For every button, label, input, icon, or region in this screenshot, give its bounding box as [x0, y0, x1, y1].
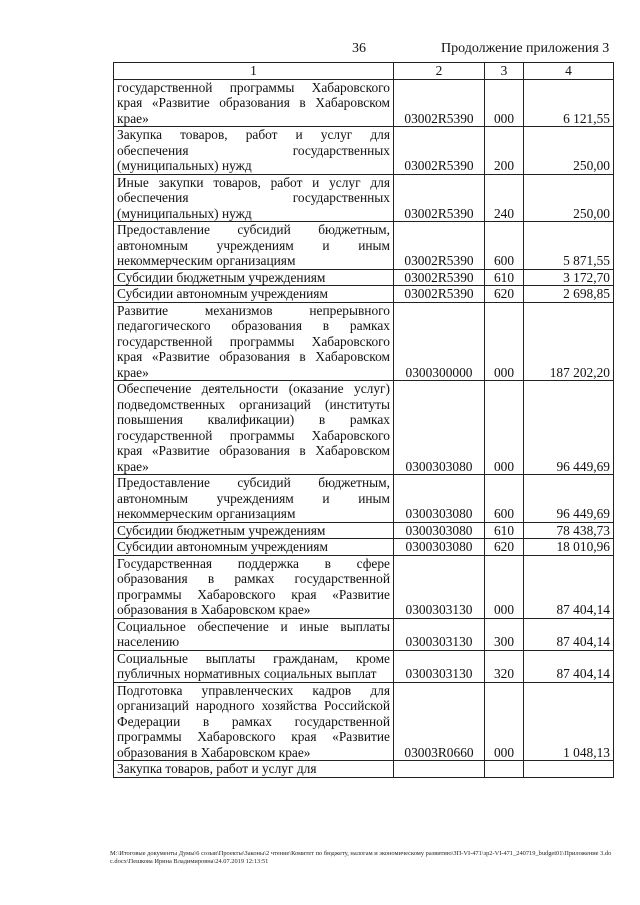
row-expense-type: 000: [485, 682, 524, 761]
row-description: Развитие механизмов непрерывного педагогического образования в рамках государственной программы Хабаровского края «Развитие образования в Хабаровском крае»: [114, 302, 394, 381]
table-row: [114, 127, 614, 175]
row-amount: 6 121,55: [524, 79, 614, 127]
row-target-code: 0300300000: [394, 302, 485, 381]
row-description: Обеспечение деятельности (оказание услуг) подведомственных организаций (институты повышения квалификации) в рамках государственной программы Хабаровского края «Развитие образования в Хабаровском крае»: [114, 381, 394, 475]
row-target-code: 03002R5390: [394, 174, 485, 222]
row-target-code: 03002R5390: [394, 286, 485, 303]
row-description: Социальное обеспечение и иные выплаты населению: [114, 618, 394, 650]
column-header: 1: [114, 63, 394, 80]
row-target-code: 0300303080: [394, 475, 485, 523]
column-header: 4: [524, 63, 614, 80]
table-row: [114, 381, 614, 475]
row-target-code: 0300303130: [394, 555, 485, 618]
table-row: [114, 475, 614, 523]
row-target-code: 03002R5390: [394, 269, 485, 286]
row-amount: 2 698,85: [524, 286, 614, 303]
row-expense-type: 200: [485, 127, 524, 175]
row-expense-type: 320: [485, 650, 524, 682]
row-expense-type: 600: [485, 475, 524, 523]
row-description: Субсидии автономным учреждениям: [114, 539, 394, 556]
row-target-code: 03003R0660: [394, 682, 485, 761]
row-expense-type: 000: [485, 302, 524, 381]
table-row: [114, 174, 614, 222]
row-expense-type: 600: [485, 222, 524, 270]
row-expense-type: 240: [485, 174, 524, 222]
continuation-label: Продолжение приложения 3: [441, 41, 610, 56]
row-description: Субсидии бюджетным учреждениям: [114, 522, 394, 539]
column-header: 3: [485, 63, 524, 80]
table-row: [114, 79, 614, 127]
row-target-code: 0300303130: [394, 650, 485, 682]
row-amount: 250,00: [524, 127, 614, 175]
row-description: Подготовка управленческих кадров для организаций народного хозяйства Российской Федерации в рамках государственной программы Хабаровского края «Развитие образования в Хабаровском крае»: [114, 682, 394, 761]
row-target-code: 0300303080: [394, 381, 485, 475]
row-target-code: 03002R5390: [394, 222, 485, 270]
table-row: [114, 761, 614, 778]
row-expense-type: 300: [485, 618, 524, 650]
table-row: [114, 286, 614, 303]
table-row: [114, 222, 614, 270]
table-row: [114, 650, 614, 682]
budget-table: [113, 62, 614, 778]
row-amount: [524, 761, 614, 778]
row-target-code: 0300303080: [394, 539, 485, 556]
row-description: Предоставление субсидий бюджетным, автономным учреждениям и иным некоммерческим организациям: [114, 222, 394, 270]
row-expense-type: 610: [485, 522, 524, 539]
row-target-code: 0300303080: [394, 522, 485, 539]
row-target-code: 03002R5390: [394, 79, 485, 127]
document-path-footer: M:\Итоговые документы Думы\6 созыв\Проекты\Законы\2 чтение\Комитет по бюджету, налогам и экономическому развитию\ЗП-VI-471\зр2-VI-471_240719_budget01\Приложение 3.doc.docx\Пешкова Ирина Владимировна\24.07.2019 12:13:51: [110, 850, 612, 865]
row-expense-type: 000: [485, 381, 524, 475]
row-description: Социальные выплаты гражданам, кроме публичных нормативных социальных выплат: [114, 650, 394, 682]
row-description: Субсидии бюджетным учреждениям: [114, 269, 394, 286]
row-amount: 96 449,69: [524, 381, 614, 475]
row-expense-type: [485, 761, 524, 778]
table-row: [114, 522, 614, 539]
table-row: [114, 269, 614, 286]
row-amount: 18 010,96: [524, 539, 614, 556]
row-expense-type: 000: [485, 79, 524, 127]
row-target-code: 0300303130: [394, 618, 485, 650]
row-amount: 96 449,69: [524, 475, 614, 523]
table-header-row: [114, 63, 614, 80]
table-row: [114, 682, 614, 761]
row-amount: 1 048,13: [524, 682, 614, 761]
row-amount: 187 202,20: [524, 302, 614, 381]
column-header: 2: [394, 63, 485, 80]
row-amount: 3 172,70: [524, 269, 614, 286]
row-description: Закупка товаров, работ и услуг для обеспечения государственных (муниципальных) нужд: [114, 127, 394, 175]
table-row: [114, 302, 614, 381]
row-amount: 5 871,55: [524, 222, 614, 270]
row-target-code: [394, 761, 485, 778]
row-expense-type: 620: [485, 286, 524, 303]
row-target-code: 03002R5390: [394, 127, 485, 175]
row-expense-type: 610: [485, 269, 524, 286]
row-description: Закупка товаров, работ и услуг для: [114, 761, 394, 778]
page-number: 36: [352, 41, 366, 56]
table-row: [114, 618, 614, 650]
table-row: [114, 539, 614, 556]
row-description: Предоставление субсидий бюджетным, автономным учреждениям и иным некоммерческим организациям: [114, 475, 394, 523]
row-description: государственной программы Хабаровского края «Развитие образования в Хабаровском крае»: [114, 79, 394, 127]
row-description: Субсидии автономным учреждениям: [114, 286, 394, 303]
row-amount: 78 438,73: [524, 522, 614, 539]
row-amount: 250,00: [524, 174, 614, 222]
row-amount: 87 404,14: [524, 555, 614, 618]
row-description: Государственная поддержка в сфере образования в рамках государственной программы Хабаровского края «Развитие образования в Хабаровском крае»: [114, 555, 394, 618]
row-expense-type: 000: [485, 555, 524, 618]
row-description: Иные закупки товаров, работ и услуг для обеспечения государственных (муниципальных) нужд: [114, 174, 394, 222]
row-expense-type: 620: [485, 539, 524, 556]
row-amount: 87 404,14: [524, 650, 614, 682]
row-amount: 87 404,14: [524, 618, 614, 650]
table-row: [114, 555, 614, 618]
